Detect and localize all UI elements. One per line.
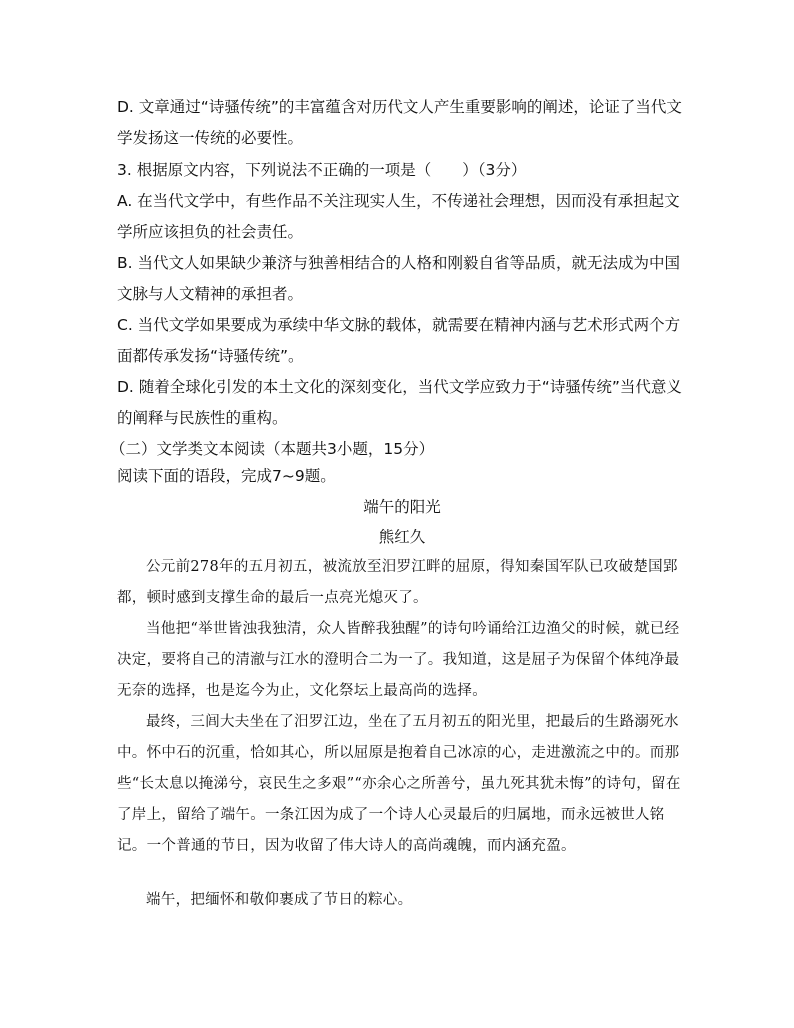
question-3-stem: 3. 根据原文内容，下列说法不正确的一项是（ ）（3分） [117, 161, 527, 179]
question-3-option-d: D. 随着全球化引发的本土文化的深刻变化，当代文学应致力于“诗骚传统”当代意义的阐释与民族性的重构。 [117, 378, 682, 427]
section-heading: （二）文学类文本阅读（本题共3小题，15分） [110, 440, 435, 458]
article-author: 熊红久 [378, 528, 426, 546]
section-instruction: 阅读下面的语段，完成7~9题。 [117, 467, 336, 485]
article-title: 端午的阳光 [363, 498, 441, 516]
article-paragraph-4: 端午，把缅怀和敬仰裹成了节日的粽心。 [146, 892, 413, 908]
article-paragraph-1: 公元前278年的五月初五，被流放至汨罗江畔的屈原，得知秦国军队已攻破楚国郢都，顿时感到支撑生命的最后一点亮光熄灭了。 [117, 559, 678, 606]
question-3-option-c: C. 当代文学如果要成为承续中华文脉的载体，就需要在精神内涵与艺术形式两个方面都传承发扬“诗骚传统”。 [117, 316, 681, 365]
question-3-option-b: B. 当代文人如果缺少兼济与独善相结合的人格和刚毅自省等品质，就无法成为中国文脉与人文精神的承担者。 [117, 254, 680, 303]
question-3-option-a: A. 在当代文学中，有些作品不关注现实人生，不传递社会理想，因而没有承担起文学所应该担负的社会责任。 [117, 192, 680, 241]
question-2-option-d: D. 文章通过“诗骚传统”的丰富蕴含对历代文人产生重要影响的阐述，论证了当代文学发扬这一传统的必要性。 [117, 98, 682, 147]
article-paragraph-3: 最终，三闾大夫坐在了汨罗江边，坐在了五月初五的阳光里，把最后的生路溺死水中。怀中石的沉重，恰如其心，所以屈原是抱着自己冰凉的心，走进激流之中的。而那些“长太息以掩涕兮，哀民生之多艰”“亦余心之所善兮，虽九死其犹未悔”的诗句，留在了岸上，留给了端午。一条江因为成了一个诗人心灵最后的归属地，而永远被世人铭记。一个普通的节日，因为收留了伟大诗人的高尚魂魄，而内涵充盈。 [117, 714, 681, 854]
article-paragraph-2: 当他把“举世皆浊我独清，众人皆醉我独醒”的诗句吟诵给江边渔父的时候，就已经决定，要将自己的清澈与江水的澄明合二为一了。我知道，这是屈子为保留个体纯净最无奈的选择，也是迄今为止，文化祭坛上最高尚的选择。 [117, 621, 680, 699]
